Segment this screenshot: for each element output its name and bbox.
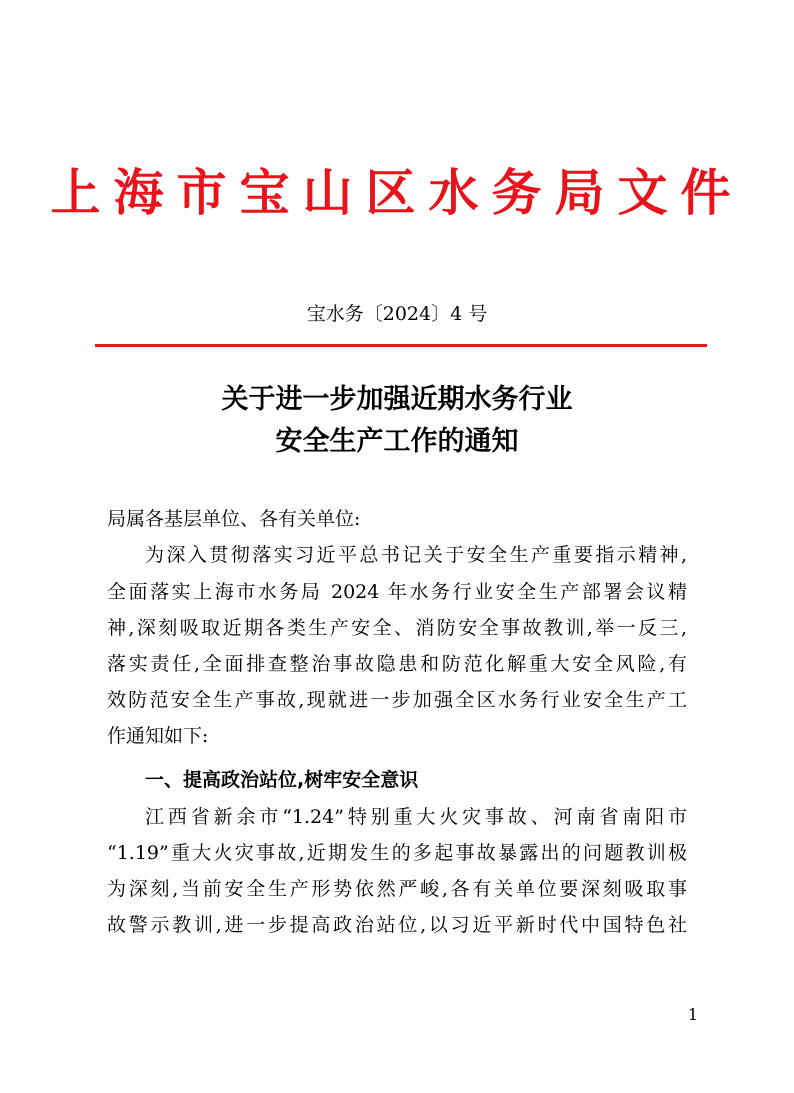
notice-title-line-2: 安全生产工作的通知	[275, 426, 519, 457]
paragraph-line: 作通知如下:	[107, 725, 209, 747]
paragraph-line: 江西省新余市“1.24”特别重大火灾事故、河南省南阳市	[145, 806, 687, 828]
red-separator-line	[95, 344, 707, 347]
notice-title-line-1: 关于进一步加强近期水务行业	[221, 384, 573, 415]
paragraph-line: 神,深刻吸取近期各类生产安全、消防安全事故教训,举一反三,	[107, 617, 687, 639]
document-number: 宝水务〔2024〕4 号	[306, 303, 488, 325]
paragraph-line: 全面落实上海市水务局 2024 年水务行业安全生产部署会议精	[107, 581, 687, 603]
paragraph-line: 为深刻,当前安全生产形势依然严峻,各有关单位要深刻吸取事	[107, 878, 687, 900]
paragraph-line: 为深入贯彻落实习近平总书记关于安全生产重要指示精神,	[145, 544, 687, 566]
paragraph-line: “1.19”重大火灾事故,近期发生的多起事故暴露出的问题教训极	[107, 842, 687, 864]
paragraph-line: 故警示教训,进一步提高政治站位,以习近平新时代中国特色社	[107, 914, 687, 936]
section-heading-1: 一、提高政治站位,树牢安全意识	[145, 769, 419, 791]
paragraph-line: 效防范安全生产事故,现就进一步加强全区水务行业安全生产工	[107, 689, 687, 711]
salutation: 局属各基层单位、各有关单位:	[107, 508, 361, 530]
paragraph-line: 落实责任,全面排查整治事故隐患和防范化解重大安全风险,有	[107, 653, 687, 675]
issuing-authority-header: 上海市宝山区水务局文件	[50, 163, 744, 222]
page-number: 1	[687, 1005, 698, 1024]
